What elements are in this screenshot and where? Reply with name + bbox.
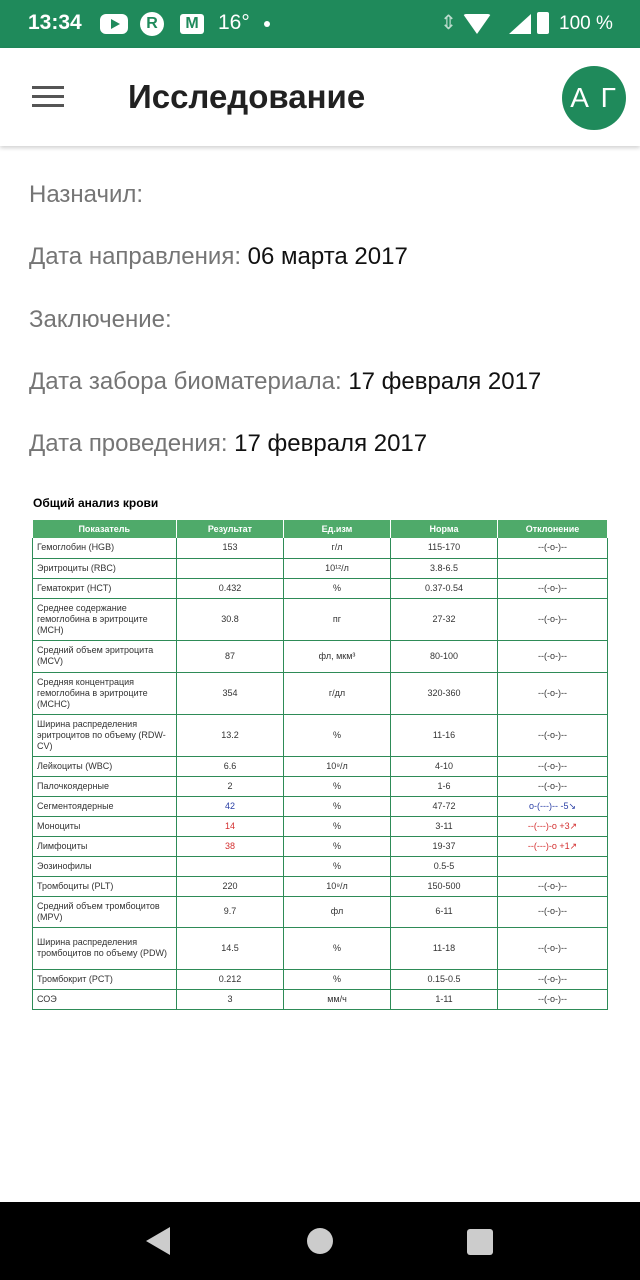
dot-icon: [264, 21, 270, 27]
column-header: Отклонение: [498, 520, 608, 538]
row-deviation-cell: --(-o-)--: [498, 896, 608, 927]
row-name-cell: Эозинофилы: [33, 856, 177, 876]
sample-date-row: [29, 368, 541, 396]
row-name-cell: Лейкоциты (WBC): [33, 756, 177, 776]
column-header: Результат: [177, 520, 284, 538]
row-unit-cell: %: [284, 796, 391, 816]
row-unit-cell: %: [284, 927, 391, 969]
row-norm-cell: 3-11: [391, 816, 498, 836]
referral-date-label: Дата направления:: [29, 243, 241, 270]
table-row: [33, 816, 608, 836]
row-name-cell: Тромбокрит (PCT): [33, 969, 177, 989]
row-result-cell: [177, 856, 284, 876]
row-unit-cell: %: [284, 836, 391, 856]
row-unit-cell: %: [284, 969, 391, 989]
table-row: [33, 578, 608, 598]
test-date-label: Дата проведения:: [29, 430, 228, 457]
row-norm-cell: 115-170: [391, 538, 498, 558]
table-row: [33, 776, 608, 796]
row-result-cell: 87: [177, 640, 284, 672]
table-row: [33, 896, 608, 927]
row-result-cell: 42: [177, 796, 284, 816]
recents-icon[interactable]: [467, 1229, 493, 1255]
row-deviation-cell: --(-o-)--: [498, 776, 608, 796]
status-time: 13:34: [28, 11, 82, 34]
row-deviation-cell: --(-o-)--: [498, 714, 608, 756]
row-result-cell: 6.6: [177, 756, 284, 776]
row-result-cell: 153: [177, 538, 284, 558]
row-name-cell: Сегментоядерные: [33, 796, 177, 816]
row-name-cell: Лимфоциты: [33, 836, 177, 856]
row-unit-cell: фл, мкм³: [284, 640, 391, 672]
row-result-cell: 354: [177, 672, 284, 714]
row-unit-cell: пг: [284, 598, 391, 640]
row-result-cell: 3: [177, 989, 284, 1009]
row-norm-cell: 3.8-6.5: [391, 558, 498, 578]
row-name-cell: Гематокрит (HCT): [33, 578, 177, 598]
column-header: Ед.изм: [284, 520, 391, 538]
row-norm-cell: 0.15-0.5: [391, 969, 498, 989]
row-result-cell: 13.2: [177, 714, 284, 756]
row-unit-cell: 10¹²/л: [284, 558, 391, 578]
row-unit-cell: 10⁹/л: [284, 756, 391, 776]
row-norm-cell: 11-18: [391, 927, 498, 969]
row-unit-cell: %: [284, 856, 391, 876]
row-deviation-cell: --(-o-)--: [498, 989, 608, 1009]
row-name-cell: Тромбоциты (PLT): [33, 876, 177, 896]
row-norm-cell: 4-10: [391, 756, 498, 776]
table-row: [33, 756, 608, 776]
table-row: [33, 558, 608, 578]
row-norm-cell: 47-72: [391, 796, 498, 816]
row-deviation-cell: --(-o-)--: [498, 927, 608, 969]
menu-icon[interactable]: [30, 82, 66, 112]
conclusion-label: Заключение:: [29, 306, 172, 333]
avatar[interactable]: А Г: [562, 66, 626, 130]
table-row: [33, 856, 608, 876]
row-name-cell: Гемоглобин (HGB): [33, 538, 177, 558]
vibrate-icon: ⇕: [440, 11, 457, 34]
back-icon[interactable]: [146, 1227, 170, 1255]
row-result-cell: 38: [177, 836, 284, 856]
row-name-cell: Средний объем эритроцита (MCV): [33, 640, 177, 672]
table-row: [33, 538, 608, 558]
column-header: Норма: [391, 520, 498, 538]
row-result-cell: 220: [177, 876, 284, 896]
row-name-cell: Палочкоядерные: [33, 776, 177, 796]
row-norm-cell: 150-500: [391, 876, 498, 896]
row-unit-cell: %: [284, 578, 391, 598]
table-row: [33, 927, 608, 969]
table-row: [33, 598, 608, 640]
table-row: [33, 672, 608, 714]
report-title: Общий анализ крови: [33, 496, 159, 510]
row-result-cell: 14.5: [177, 927, 284, 969]
sample-date-value: 17 февраля 2017: [348, 368, 542, 395]
row-deviation-cell: --(-o-)--: [498, 578, 608, 598]
row-norm-cell: 0.37-0.54: [391, 578, 498, 598]
row-norm-cell: 6-11: [391, 896, 498, 927]
row-norm-cell: 0.5-5: [391, 856, 498, 876]
row-norm-cell: 19-37: [391, 836, 498, 856]
row-norm-cell: 27-32: [391, 598, 498, 640]
youtube-icon: [100, 14, 128, 34]
status-temperature: 16°: [218, 11, 250, 34]
table-row: [33, 640, 608, 672]
battery-percent: 100 %: [559, 13, 613, 34]
row-deviation-cell: --(-o-)--: [498, 969, 608, 989]
referral-date-row: [29, 243, 408, 271]
navigation-bar: [0, 1202, 640, 1280]
row-deviation-cell: --(-o-)--: [498, 756, 608, 776]
row-name-cell: Эритроциты (RBC): [33, 558, 177, 578]
table-row: [33, 969, 608, 989]
row-name-cell: Моноциты: [33, 816, 177, 836]
row-norm-cell: 1-6: [391, 776, 498, 796]
row-norm-cell: 320-360: [391, 672, 498, 714]
sample-date-label: Дата забора биоматериала:: [29, 368, 342, 395]
table-row: [33, 876, 608, 896]
column-header: Показатель: [33, 520, 177, 538]
row-unit-cell: г/л: [284, 538, 391, 558]
row-deviation-cell: --(-o-)--: [498, 876, 608, 896]
row-name-cell: Среднее содержание гемоглобина в эритроците (MCH): [33, 598, 177, 640]
row-deviation-cell: o-(---)-- -5↘: [498, 796, 608, 816]
table-row: [33, 836, 608, 856]
row-deviation-cell: --(-o-)--: [498, 598, 608, 640]
table-row: [33, 796, 608, 816]
lab-results-table: [32, 520, 608, 1010]
test-date-value: 17 февраля 2017: [234, 430, 428, 457]
row-unit-cell: мм/ч: [284, 989, 391, 1009]
row-norm-cell: 1-11: [391, 989, 498, 1009]
row-unit-cell: фл: [284, 896, 391, 927]
row-result-cell: 0.212: [177, 969, 284, 989]
row-deviation-cell: --(-o-)--: [498, 640, 608, 672]
wifi-icon: [463, 14, 491, 34]
mail-icon: M: [180, 14, 204, 34]
row-name-cell: Средний объем тромбоцитов (MPV): [33, 896, 177, 927]
row-norm-cell: 11-16: [391, 714, 498, 756]
row-deviation-cell: --(---)-o +1↗: [498, 836, 608, 856]
row-name-cell: СОЭ: [33, 989, 177, 1009]
row-result-cell: 2: [177, 776, 284, 796]
lab-table-body: [33, 538, 608, 1009]
table-header-row: [33, 520, 608, 538]
row-deviation-cell: --(-o-)--: [498, 538, 608, 558]
signal-icon: [509, 14, 531, 34]
prescribed-label: Назначил:: [29, 181, 144, 208]
battery-icon: [537, 12, 549, 34]
row-deviation-cell: --(-o-)--: [498, 672, 608, 714]
row-deviation-cell: [498, 558, 608, 578]
page-title: Исследование: [128, 78, 366, 115]
row-unit-cell: 10⁹/л: [284, 876, 391, 896]
row-unit-cell: %: [284, 816, 391, 836]
table-row: [33, 989, 608, 1009]
row-name-cell: Средняя концентрация гемоглобина в эритроците (MCHC): [33, 672, 177, 714]
conclusion-row: [29, 306, 172, 334]
status-bar: [0, 0, 640, 48]
row-name-cell: Ширина распределения тромбоцитов по объему (PDW): [33, 927, 177, 969]
row-result-cell: [177, 558, 284, 578]
r-app-icon: R: [140, 12, 164, 36]
table-row: [33, 714, 608, 756]
row-name-cell: Ширина распределения эритроцитов по объему (RDW-CV): [33, 714, 177, 756]
row-norm-cell: 80-100: [391, 640, 498, 672]
row-unit-cell: %: [284, 776, 391, 796]
row-deviation-cell: --(---)-o +3↗: [498, 816, 608, 836]
test-date-row: [29, 430, 427, 458]
row-unit-cell: %: [284, 714, 391, 756]
row-deviation-cell: [498, 856, 608, 876]
row-result-cell: 14: [177, 816, 284, 836]
app-bar: [0, 48, 640, 146]
row-result-cell: 0.432: [177, 578, 284, 598]
prescribed-row: [29, 181, 143, 209]
row-result-cell: 30.8: [177, 598, 284, 640]
row-unit-cell: г/дл: [284, 672, 391, 714]
home-icon[interactable]: [307, 1228, 333, 1254]
row-result-cell: 9.7: [177, 896, 284, 927]
referral-date-value: 06 марта 2017: [247, 243, 408, 270]
